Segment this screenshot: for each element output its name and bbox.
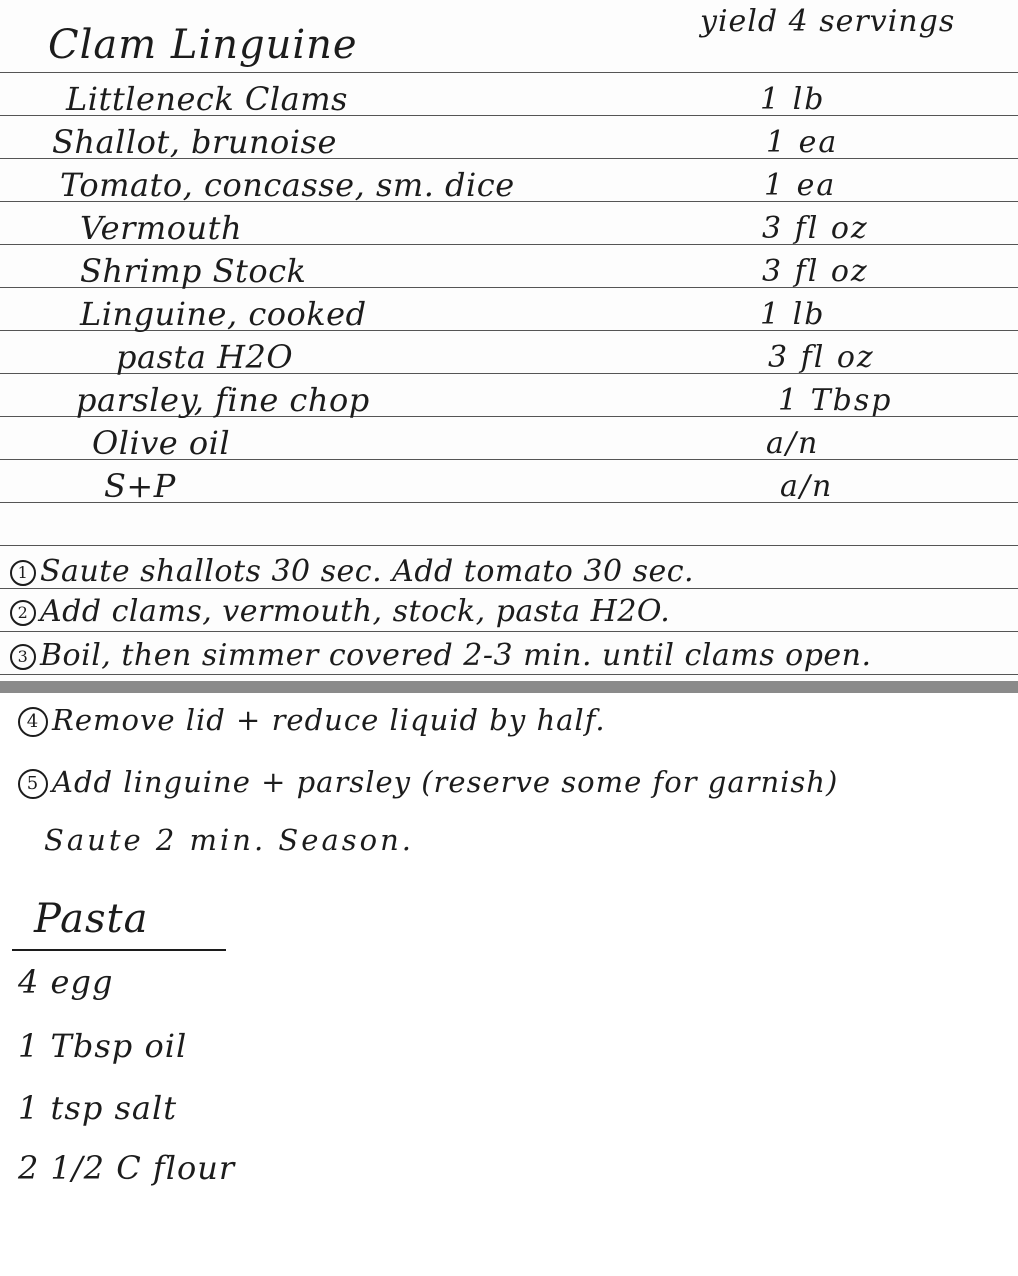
ingredient-name: parsley, fine chop: [76, 381, 370, 419]
page-divider: [0, 681, 1018, 693]
pasta-ingredient: 1 Tbsp oil: [18, 1027, 188, 1065]
step-continuation: Saute 2 min. Season.: [44, 823, 414, 857]
ingredient-qty: 1 lb: [760, 297, 826, 332]
ingredient-qty: 3 fl oz: [768, 340, 875, 375]
recipe-title: Clam Linguine: [48, 22, 358, 68]
ingredient-name: Olive oil: [92, 424, 231, 462]
step-text: Boil, then simmer covered 2-3 min. until clams open.: [40, 638, 872, 673]
ingredient-name: Linguine, cooked: [80, 295, 367, 333]
step-text: Remove lid + reduce liquid by half.: [52, 703, 606, 737]
pasta-heading: Pasta: [34, 896, 149, 942]
method-step: [10, 554, 694, 589]
ingredient-qty: 1 lb: [760, 82, 826, 117]
step-number: 2: [10, 600, 36, 626]
recipe-card-bottom: [0, 693, 1018, 1276]
ingredient-name: pasta H2O: [116, 338, 294, 376]
ingredient-qty: 1 Tbsp: [778, 383, 893, 418]
ingredient-qty: 3 fl oz: [762, 211, 869, 246]
ingredient-name: S+P: [104, 467, 176, 505]
method-step: [18, 765, 838, 799]
step-text: Saute shallots 30 sec. Add tomato 30 sec.: [40, 554, 695, 589]
method-step: [10, 594, 670, 629]
ingredient-qty: 1 ea: [766, 125, 839, 160]
step-text: Add linguine + parsley (reserve some for garnish): [52, 765, 839, 799]
ingredient-name: Tomato, concasse, sm. dice: [60, 166, 515, 204]
pasta-ingredient: 4 egg: [18, 963, 114, 1001]
ingredient-name: Vermouth: [80, 209, 243, 247]
ingredient-name: Littleneck Clams: [66, 80, 348, 118]
ruled-line: [0, 631, 1018, 632]
ingredient-qty: a/n: [766, 426, 820, 461]
ingredient-qty: 1 ea: [764, 168, 837, 203]
ruled-line: [0, 545, 1018, 546]
step-number: 4: [18, 707, 48, 737]
ingredient-qty: a/n: [780, 469, 834, 504]
step-number: 1: [10, 560, 36, 586]
pasta-underline: [12, 949, 226, 951]
recipe-yield: yield 4 servings: [700, 4, 956, 39]
step-number: 5: [18, 769, 48, 799]
ingredient-name: Shrimp Stock: [80, 252, 307, 290]
ingredient-qty: 3 fl oz: [762, 254, 869, 289]
ruled-line: [0, 674, 1018, 675]
step-number: 3: [10, 644, 36, 670]
ingredient-name: Shallot, brunoise: [52, 123, 337, 161]
step-text: Add clams, vermouth, stock, pasta H2O.: [40, 594, 671, 629]
method-step: [18, 703, 606, 737]
pasta-ingredient: 2 1/2 C flour: [18, 1149, 236, 1187]
pasta-ingredient: 1 tsp salt: [18, 1089, 178, 1127]
method-step: [10, 638, 872, 673]
ruled-line: [0, 72, 1018, 73]
